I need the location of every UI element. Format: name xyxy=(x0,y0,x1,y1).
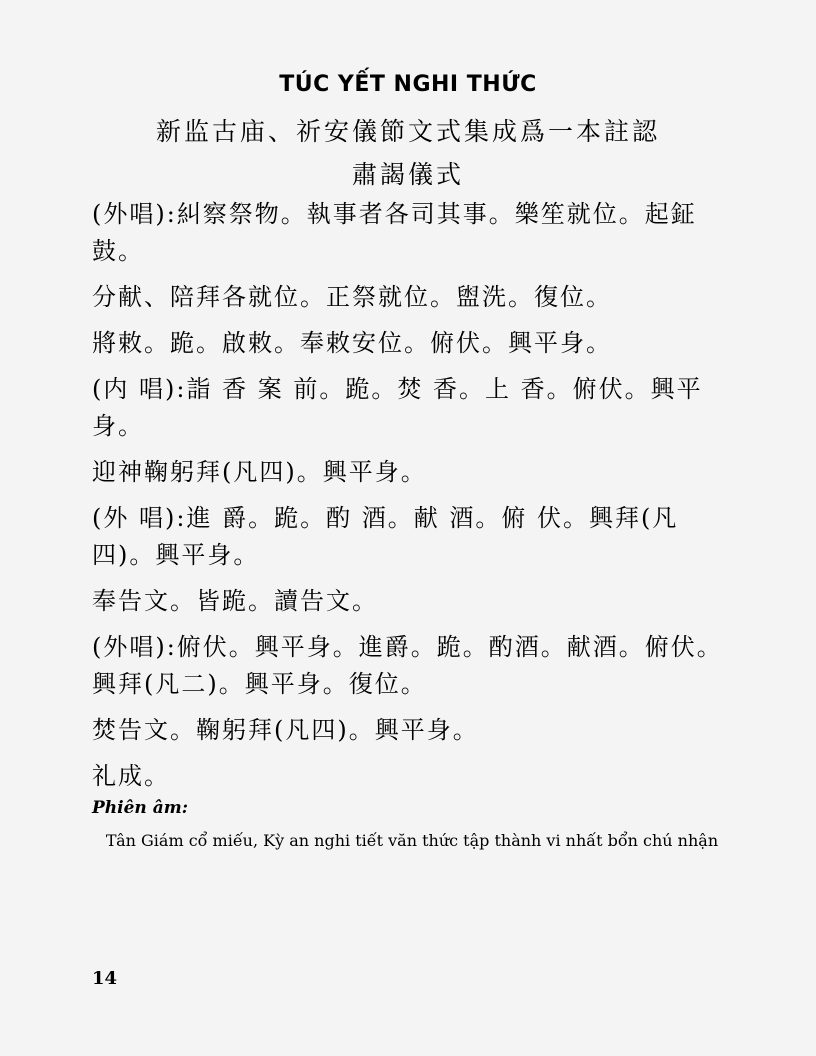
page-title: TÚC YẾT NGHI THỨC xyxy=(279,72,537,97)
ritual-paragraph: (外唱):糾察祭物。執事者各司其事。樂笙就位。起鉦鼓。 xyxy=(92,200,697,265)
ritual-paragraph: (外唱):俯伏。興平身。進爵。跪。酌酒。献酒。俯伏。興拜(凡二)。興平身。復位。 xyxy=(92,633,723,698)
ritual-paragraph: 礼成。 xyxy=(92,762,170,790)
chinese-heading-line-2: 肅謁儀式 xyxy=(351,160,464,189)
ritual-paragraph: 將敕。跪。啟敕。奉敕安位。俯伏。興平身。 xyxy=(92,329,612,357)
ritual-paragraph: 迎神鞠躬拜(凡四)。興平身。 xyxy=(92,458,427,486)
ritual-paragraph: (内 唱):詣 香 案 前。跪。焚 香。上 香。俯伏。興平身。 xyxy=(92,375,703,440)
phien-am-text: Tân Giám cổ miếu, Kỳ an nghi tiết văn thức tập thành vi nhất bổn chú nhận xyxy=(105,831,719,850)
ritual-paragraph: 奉告文。皆跪。讀告文。 xyxy=(92,587,378,615)
ritual-paragraph: (外 唱):進 爵。跪。酌 酒。献 酒。俯 伏。興拜(凡四)。興平身。 xyxy=(92,504,679,569)
phien-am-label: Phiên âm: xyxy=(92,798,188,818)
chinese-heading-line-1: 新监古庙、祈安儀節文式集成爲一本註認 xyxy=(155,117,660,146)
ritual-paragraph: 焚告文。鞠躬拜(凡四)。興平身。 xyxy=(92,716,479,744)
page-number: 14 xyxy=(92,968,118,989)
ritual-text-body xyxy=(92,196,732,804)
ritual-paragraph: 分献、陪拜各就位。正祭就位。盥洗。復位。 xyxy=(92,283,612,311)
